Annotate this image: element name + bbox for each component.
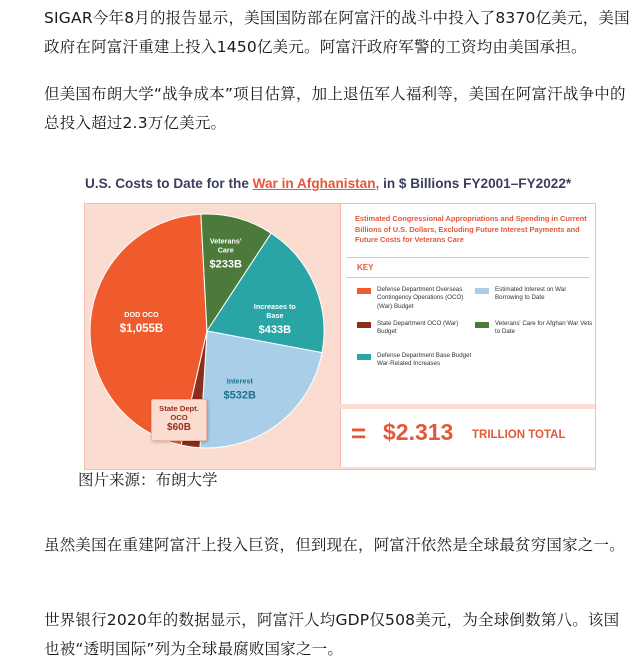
chart-subtitle: Estimated Congressional Appropriations and Spending in Current Billions of U.S. Dollars, Excluding Future Interest Payments and Future Costs for Veterans Care xyxy=(355,214,587,244)
legend-swatch xyxy=(475,288,489,294)
slice-label: Base xyxy=(266,310,284,320)
paragraph-3: 虽然美国在重建阿富汗上投入巨资，但到现在，阿富汗依然是全球最贫穷国家之一。 xyxy=(44,536,625,554)
slice-label: Increases to xyxy=(253,301,296,311)
legend-box xyxy=(340,204,595,404)
chart-panel xyxy=(84,203,596,470)
slice-label: Interest xyxy=(226,376,253,386)
divider xyxy=(347,277,589,278)
slice-value: $1,055B xyxy=(119,322,164,335)
image-caption: 图片来源：布朗大学 xyxy=(78,471,218,489)
legend-swatch xyxy=(475,322,489,328)
slice-label: Care xyxy=(217,245,234,255)
legend-label: Estimated Interest on War Borrowing to Date xyxy=(495,286,567,302)
legend-label: Defense Department Overseas Contingency Operations (OCO) (War) Budget xyxy=(377,286,464,310)
total-value: $2.313 xyxy=(383,419,454,445)
legend-label: State Department OCO (War) Budget xyxy=(377,320,459,336)
equals-sign: = xyxy=(351,418,367,448)
key-label: KEY xyxy=(357,263,374,272)
slice-label: Veterans' xyxy=(209,236,242,246)
slice-value: $233B xyxy=(209,258,242,271)
total-unit: TRILLION TOTAL xyxy=(472,429,566,441)
legend-label: Defense Department Base Budget War-Related Increases xyxy=(377,352,472,368)
legend-swatch xyxy=(357,288,371,294)
slice-label: State Dept. OCO xyxy=(159,404,199,422)
slice-value: $60B xyxy=(167,422,191,433)
state-dept-callout xyxy=(151,399,207,441)
pie-chart xyxy=(85,204,340,469)
legend-swatch xyxy=(357,322,371,328)
paragraph-1: SIGAR今年8月的报告显示，美国国防部在阿富汗的战斗中投入了8370亿美元，美国政府在阿富汗重建上投入1450亿美元。阿富汗政府军警的工资均由美国承担。 xyxy=(44,9,630,56)
slice-value: $433B xyxy=(258,323,292,336)
slice-value: $532B xyxy=(223,389,256,402)
paragraph-2: 但美国布朗大学“战争成本”项目估算，加上退伍军人福利等，美国在阿富汗战争中的总投入超过2.3万亿美元。 xyxy=(44,85,626,132)
legend-swatch xyxy=(357,354,371,360)
divider xyxy=(347,257,589,258)
chart-title: U.S. Costs to Date for the War in Afghanistan, in $ Billions FY2001–FY2022* xyxy=(85,176,572,191)
cost-chart-figure xyxy=(76,170,596,470)
total-box xyxy=(340,409,595,467)
slice-label: DOD OCO xyxy=(124,309,159,319)
legend-label: Veterans' Care for Afghan War Vets to Date xyxy=(495,320,593,336)
paragraph-4: 世界银行2020年的数据显示，阿富汗人均GDP仅508美元，为全球倒数第八。该国也被“透明国际”列为全球最腐败国家之一。 xyxy=(44,611,620,658)
